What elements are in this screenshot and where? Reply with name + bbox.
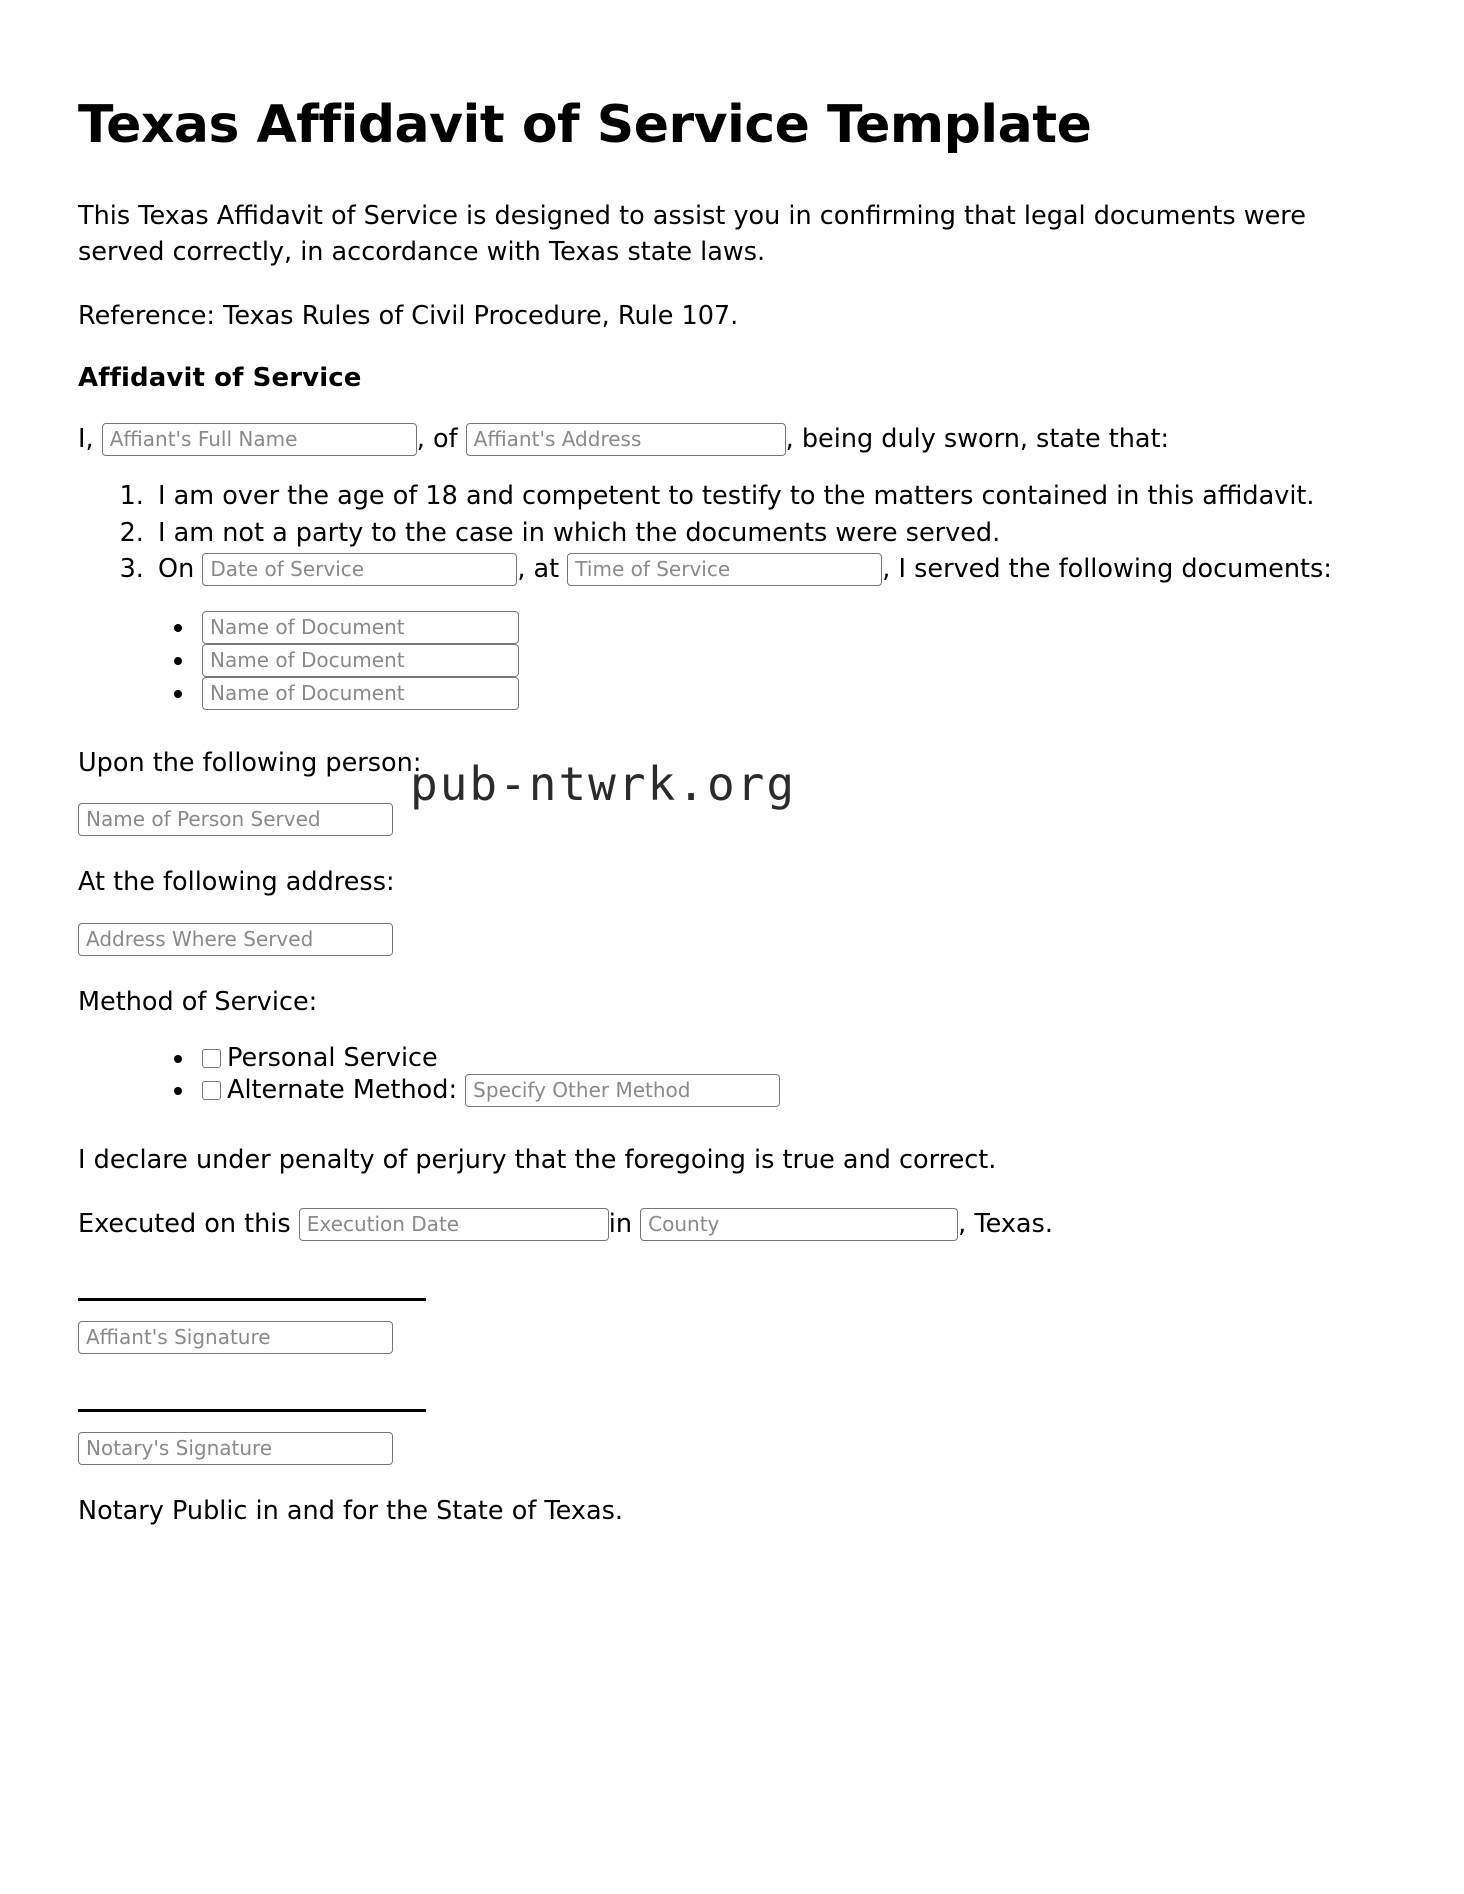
affiant-address-input[interactable] <box>466 423 786 456</box>
address-served-row <box>78 923 1378 956</box>
affiant-signature-row <box>78 1321 1378 1354</box>
county-input[interactable] <box>640 1208 958 1241</box>
document-content <box>78 0 1378 1529</box>
executed-on-row <box>78 1207 1378 1242</box>
numbered-item-3-middle: , at <box>517 554 560 585</box>
notary-signature-input[interactable] <box>78 1432 393 1465</box>
personal-service-checkbox[interactable] <box>202 1049 221 1068</box>
section-heading-affidavit: Affidavit of Service <box>78 362 362 393</box>
address-served-label: At the following address: <box>78 867 395 898</box>
affiant-statement-middle: , of <box>416 423 458 454</box>
alternate-method-label: Alternate Method: <box>227 1074 458 1105</box>
document-name-input-1[interactable] <box>202 611 519 644</box>
method-of-service-label: Method of Service: <box>78 986 318 1017</box>
personal-service-label: Personal Service <box>227 1042 438 1073</box>
declaration-paragraph: I declare under penalty of perjury that the foregoing is true and correct. <box>78 1144 997 1175</box>
list-item <box>196 611 1378 644</box>
numbered-item-3-suffix: , I served the following documents: <box>882 554 1332 585</box>
documents-served-list <box>78 611 1378 710</box>
affiant-statement-row <box>78 422 1378 457</box>
notary-statement: Notary Public in and for the State of Texas. <box>78 1496 623 1527</box>
page-title: Texas Affidavit of Service Template <box>78 95 1092 155</box>
list-item <box>196 677 1378 710</box>
address-served-input[interactable] <box>78 923 393 956</box>
date-of-service-input[interactable] <box>202 553 517 586</box>
person-served-input[interactable] <box>78 803 393 836</box>
method-of-service-list <box>78 1042 1378 1107</box>
affiant-statement-prefix: I, <box>78 423 94 454</box>
intro-paragraph: This Texas Affidavit of Service is designed to assist you in confirming that legal documents were served correctly, in accordance with Texas state laws. <box>78 201 1306 267</box>
list-item <box>196 644 1378 677</box>
watermark-text: pub-ntwrk.org <box>410 757 797 811</box>
numbered-item-1: 1. I am over the age of 18 and competent to testify to the matters contained in this affidavit. <box>152 479 1378 515</box>
affiant-signature-input[interactable] <box>78 1321 393 1354</box>
numbered-item-2: 2. I am not a party to the case in which the documents were served. <box>152 516 1378 552</box>
alternate-method-checkbox[interactable] <box>202 1081 221 1100</box>
execution-date-input[interactable] <box>299 1208 609 1241</box>
numbered-item-3-prefix: On <box>158 554 195 585</box>
alternate-method-input[interactable] <box>465 1074 780 1107</box>
document-name-input-2[interactable] <box>202 644 519 677</box>
executed-middle: in <box>608 1209 633 1240</box>
affidavit-numbered-list <box>78 479 1378 588</box>
affiant-statement-suffix: , being duly sworn, state that: <box>785 423 1170 454</box>
executed-suffix: , Texas. <box>958 1209 1053 1240</box>
affiant-full-name-input[interactable] <box>102 423 417 456</box>
reference-paragraph: Reference: Texas Rules of Civil Procedure, Rule 107. <box>78 300 739 331</box>
executed-prefix: Executed on this <box>78 1209 291 1240</box>
person-served-row <box>78 803 1378 836</box>
numbered-item-3 <box>152 552 1378 588</box>
time-of-service-input[interactable] <box>567 553 882 586</box>
person-served-label: Upon the following person: <box>78 748 422 779</box>
list-item <box>196 1042 1378 1074</box>
list-item <box>196 1074 1378 1107</box>
document-name-input-3[interactable] <box>202 677 519 710</box>
notary-signature-row <box>78 1432 1378 1465</box>
